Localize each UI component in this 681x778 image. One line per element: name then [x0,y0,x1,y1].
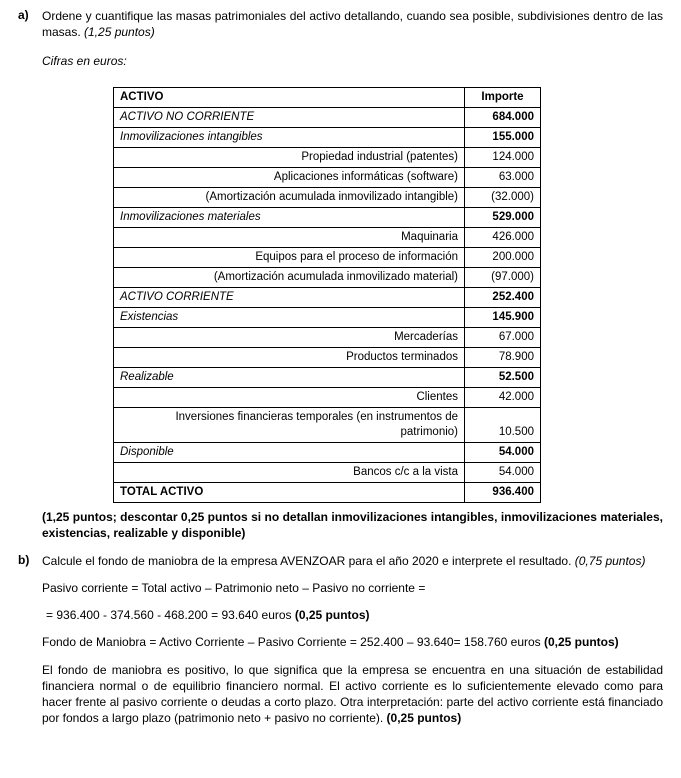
row-value: 52.500 [465,368,541,388]
row-value: 936.400 [465,483,541,503]
question-a-points: (1,25 puntos) [84,25,155,39]
row-label: Existencias [114,308,465,328]
activo-table [113,87,541,503]
formula-fondo-maniobra [42,634,663,650]
interpretation-paragraph [42,662,663,726]
row-value: 54.000 [465,443,541,463]
row-value: (32.000) [465,188,541,208]
row-label: Inmovilizaciones materiales [114,208,465,228]
row-value: 42.000 [465,388,541,408]
cifras-subtitle: Cifras en euros: [42,54,127,68]
row-value: 155.000 [465,128,541,148]
table-row [114,128,541,148]
question-b-statement: Calcule el fondo de maniobra de la empresa AVENZOAR para el año 2020 e interprete el resultado. [42,554,575,568]
row-value: 124.000 [465,148,541,168]
row-label: Propiedad industrial (patentes) [114,148,465,168]
interpretation-points: (0,25 puntos) [386,711,462,725]
table-row [114,388,541,408]
row-label: Maquinaria [114,228,465,248]
row-value: 426.000 [465,228,541,248]
row-label: Bancos c/c a la vista [114,463,465,483]
row-label: ACTIVO CORRIENTE [114,288,465,308]
row-label: Inversiones financieras temporales (en instrumentos de patrimonio) [114,408,465,443]
question-a-label: a) [18,8,29,22]
table-row [114,188,541,208]
table-row [114,288,541,308]
calc-pasivo-corriente [42,607,663,623]
row-value: 684.000 [465,108,541,128]
calc-pasivo-points: (0,25 puntos) [294,608,370,622]
fondo-points: (0,25 puntos) [544,635,619,649]
row-label: Disponible [114,443,465,463]
row-label: Productos terminados [114,348,465,368]
row-value: 10.500 [465,408,541,443]
row-value: 145.900 [465,308,541,328]
row-label: Aplicaciones informáticas (software) [114,168,465,188]
table-row [114,268,541,288]
row-value: 200.000 [465,248,541,268]
question-a-statement: Ordene y cuantifique las masas patrimoniales del activo detallando, cuando sea posible, subdivisiones dentro de las masas. [42,9,663,39]
table-row [114,108,541,128]
interpretation-text: El fondo de maniobra es positivo, lo que significa que la empresa se encuentra en una situación de estabilidad financiera normal o de equilibrio financiero normal. El activo corriente es lo suficientemente elevado como para hacer frente al pasivo corriente o deudas a corto plazo. Otra interpretación: parte del activo corriente está financiado por fondos a largo plazo (patrimonio neto + pasivo no corriente). [42,663,663,725]
row-value: (97.000) [465,268,541,288]
table-header-activo: ACTIVO [114,88,465,108]
row-label: Clientes [114,388,465,408]
calc-pasivo-expression: = 936.400 - 374.560 - 468.200 = 93.640 euros [46,608,295,622]
table-header-importe: Importe [465,88,541,108]
formula-pasivo-corriente: Pasivo corriente = Total activo – Patrimonio neto – Pasivo no corriente = [42,581,426,595]
table-row [114,228,541,248]
table-row-total [114,483,541,503]
row-label: Realizable [114,368,465,388]
row-value: 67.000 [465,328,541,348]
question-a [18,8,663,541]
row-value: 252.400 [465,288,541,308]
row-label: ACTIVO NO CORRIENTE [114,108,465,128]
row-label: Mercaderías [114,328,465,348]
question-b-points: (0,75 puntos) [574,554,646,568]
table-row [114,328,541,348]
question-a-text [42,8,663,40]
table-row [114,308,541,328]
row-value: 78.900 [465,348,541,368]
table-row [114,208,541,228]
table-header-row [114,88,541,108]
table-row [114,348,541,368]
question-b-text [42,553,663,569]
table-row [114,368,541,388]
row-value: 529.000 [465,208,541,228]
grading-note: (1,25 puntos; descontar 0,25 puntos si no detallan inmovilizaciones intangibles, inmovilizaciones materiales, existencias, realizable y disponible) [42,510,663,540]
table-row [114,443,541,463]
table-row [114,148,541,168]
question-b-label: b) [18,553,30,567]
row-value: 63.000 [465,168,541,188]
row-label: Inmovilizaciones intangibles [114,128,465,148]
table-row [114,248,541,268]
table-row [114,463,541,483]
row-label: (Amortización acumulada inmovilizado intangible) [114,188,465,208]
fondo-expression: Fondo de Maniobra = Activo Corriente – Pasivo Corriente = 252.400 – 93.640= 158.760 euros [42,635,544,649]
row-label: TOTAL ACTIVO [114,483,465,503]
row-label: (Amortización acumulada inmovilizado material) [114,268,465,288]
table-row [114,168,541,188]
row-label: Equipos para el proceso de información [114,248,465,268]
question-b [18,553,663,726]
row-value: 54.000 [465,463,541,483]
table-row [114,408,541,443]
